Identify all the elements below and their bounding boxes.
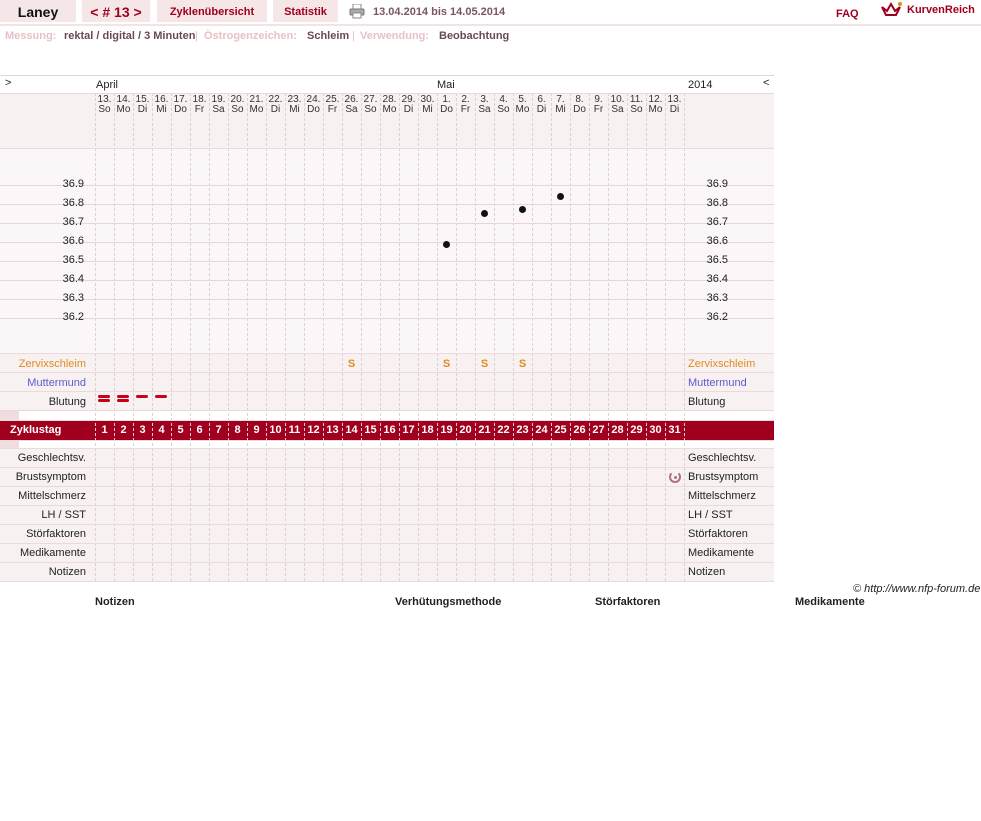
grid-vline (304, 93, 305, 581)
cycle-day-number: 3 (139, 424, 146, 436)
temp-tick-left: 36.3 (62, 292, 84, 305)
day-header: 19. Sa (211, 94, 226, 115)
mittelschmerz-label: Mittelschmerz (18, 490, 86, 502)
cycle-day-number: 5 (177, 424, 184, 436)
grid-vline (532, 93, 533, 581)
temp-tick-right: 36.8 (706, 197, 728, 210)
day-header: 18. Fr (192, 94, 207, 115)
grid-vline (266, 93, 267, 581)
day-header: 25. Fr (325, 94, 340, 115)
day-header: 16. Mi (154, 94, 169, 115)
cycle-day-number: 1 (101, 424, 108, 436)
observation-area (0, 353, 774, 410)
cycle-day-number: 11 (288, 424, 301, 436)
grid-vline (247, 93, 248, 581)
grid-vline (589, 93, 590, 581)
grid-hline (0, 148, 774, 149)
lh-label-right: LH / SST (688, 509, 733, 521)
day-header: 15. Di (135, 94, 150, 115)
temperature-area (0, 148, 774, 353)
cycle-day-number: 18 (421, 424, 434, 436)
day-header: 30. Mi (420, 94, 435, 115)
day-header: 11. So (629, 94, 644, 115)
grid-vline (665, 93, 666, 581)
bleeding-mark (155, 395, 167, 398)
day-header: 12. Mo (648, 94, 663, 115)
temp-gridline (0, 261, 774, 262)
messung-label: Messung: (5, 30, 57, 42)
temp-tick-right: 36.5 (706, 254, 728, 267)
temp-tick-left: 36.6 (62, 235, 84, 248)
blutung-label-right: Blutung (688, 396, 726, 408)
grid-vline (95, 93, 96, 581)
day-header: 6. Di (536, 94, 547, 115)
cycle-day-number: 9 (253, 424, 260, 436)
temp-tick-left: 36.9 (62, 178, 84, 190)
bleeding-mark (136, 395, 148, 398)
geschlecht-label: Geschlechtsv. (17, 452, 86, 464)
lh-label: LH / SST (41, 509, 86, 521)
blutung-label: Blutung (48, 396, 86, 408)
cycle-day-number: 12 (307, 424, 320, 436)
geschlecht-label-right: Geschlechtsv. (688, 452, 757, 464)
temp-tick-right: 36.4 (706, 273, 728, 286)
grid-hline (0, 524, 774, 525)
temp-gridline (0, 223, 774, 224)
temp-tick-right: 36.2 (706, 311, 728, 324)
medikamente-label-right: Medikamente (688, 547, 755, 559)
breast-symptom-dot (674, 476, 677, 479)
grid-vline (380, 93, 381, 581)
brust-label: Brustsymptom (15, 471, 86, 483)
grid-hline (0, 440, 774, 441)
cycle-day-number: 22 (497, 424, 510, 436)
footer-stoerfaktoren: Störfaktoren (595, 596, 661, 608)
grid-vline (399, 93, 400, 581)
day-header: 28. Mo (382, 94, 397, 115)
cycle-nav[interactable]: < # 13 > (82, 0, 150, 22)
cycle-day-number: 6 (196, 424, 203, 436)
temp-gridline (0, 318, 774, 319)
oestrogen-value: Schleim (307, 30, 350, 42)
cycle-day-number: 21 (478, 424, 491, 436)
grid-vline (285, 93, 286, 581)
faq-link[interactable]: FAQ (836, 8, 859, 20)
grid-hline (0, 448, 774, 449)
nav-prev[interactable]: < (763, 77, 770, 89)
cycle-day-number: 10 (269, 424, 282, 436)
cycle-chart (0, 75, 774, 581)
grid-hline (0, 543, 774, 544)
grid-hline (0, 372, 774, 373)
temp-gridline (0, 280, 774, 281)
zervix-mark: S (347, 358, 356, 370)
month-mai: Mai (437, 79, 455, 91)
cycle-day-number: 16 (383, 424, 396, 436)
separator: | (352, 30, 355, 42)
grid-vline (570, 93, 571, 581)
verwendung-label: Verwendung: (360, 30, 430, 42)
bleeding-mark (117, 395, 129, 398)
mittelschmerz-label-right: Mittelschmerz (688, 490, 756, 502)
temp-gridline (0, 299, 774, 300)
grid-hline (0, 486, 774, 487)
grid-vline (152, 93, 153, 581)
cycle-day-number: 14 (345, 424, 358, 436)
zervix-mark: S (518, 358, 527, 370)
cycle-day-number: 23 (516, 424, 529, 436)
cycle-day-number: 27 (592, 424, 605, 436)
notizen-label-right: Notizen (688, 566, 726, 578)
grid-vline (437, 93, 438, 581)
temp-tick-left: 36.4 (62, 273, 84, 286)
day-header: 10. Sa (610, 94, 625, 115)
cycle-day-number: 8 (234, 424, 241, 436)
cycle-day-number: 13 (326, 424, 339, 436)
zervix-label: Zervixschleim (18, 358, 86, 370)
temp-tick-left: 36.2 (62, 311, 84, 324)
grid-hline (0, 562, 774, 563)
day-header: 9. Fr (593, 94, 604, 115)
zervix-mark: S (480, 358, 489, 370)
temp-tick-right: 36.6 (706, 235, 728, 248)
grid-vline (646, 93, 647, 581)
grid-hline (0, 505, 774, 506)
cycle-day-number: 26 (573, 424, 586, 436)
cycle-day-number: 4 (158, 424, 165, 436)
grid-vline (323, 93, 324, 581)
footer-medikamente: Medikamente (795, 596, 865, 608)
footer-verhuetung: Verhütungsmethode (395, 596, 502, 608)
grid-vline (133, 93, 134, 581)
grid-vline (361, 93, 362, 581)
grid-vline (456, 93, 457, 581)
day-header: 13. Di (667, 94, 682, 115)
cycle-day-number: 25 (554, 424, 567, 436)
printer-icon[interactable] (349, 4, 365, 19)
stoerfaktoren-label-right: Störfaktoren (688, 528, 748, 540)
grid-vline (418, 93, 419, 581)
stoerfaktoren-label: Störfaktoren (26, 528, 86, 540)
temperature-point (443, 241, 450, 248)
cycle-day-number: 19 (440, 424, 453, 436)
copyright[interactable]: © http://www.nfp-forum.de (853, 583, 981, 595)
messung-value: rektal / digital / 3 Minuten (64, 30, 196, 42)
grid-vline (513, 93, 514, 581)
temp-tick-right: 36.9 (706, 178, 728, 190)
day-header: 13. So (97, 94, 112, 115)
bleeding-mark (98, 395, 110, 398)
temp-tick-left: 36.5 (62, 254, 84, 267)
day-header: 17. Do (173, 94, 188, 115)
month-april: April (96, 79, 119, 91)
grid-vline (228, 93, 229, 581)
day-header: 20. So (230, 94, 245, 115)
top-bar (0, 0, 981, 26)
grid-hline (0, 410, 774, 411)
day-header: 7. Mi (555, 94, 566, 115)
year-label: 2014 (688, 79, 713, 91)
day-header: 4. So (497, 94, 510, 115)
cycle-day-number: 2 (120, 424, 127, 436)
day-header: 23. Mi (287, 94, 302, 115)
muttermund-label-right: Muttermund (688, 377, 747, 389)
date-range: 13.04.2014 bis 14.05.2014 (373, 6, 506, 18)
cycle-day-number: 17 (402, 424, 415, 436)
day-header: 1. Do (440, 94, 453, 115)
cycle-day-number: 31 (668, 424, 681, 436)
medikamente-label: Medikamente (19, 547, 86, 559)
grid-vline (627, 93, 628, 581)
grid-vline (114, 93, 115, 581)
grid-hline (0, 420, 774, 421)
grid-hline (0, 353, 774, 354)
grid-vline (551, 93, 552, 581)
logo-text[interactable]: KurvenReich (907, 4, 975, 16)
temp-gridline (0, 185, 774, 186)
grid-vline (209, 93, 210, 581)
day-header: 24. Do (306, 94, 321, 115)
nav-next[interactable]: > (5, 77, 12, 89)
temp-tick-right: 36.3 (706, 292, 728, 305)
crown-icon (880, 1, 902, 19)
day-header: 3. Sa (478, 94, 491, 115)
day-header: 26. Sa (344, 94, 359, 115)
grid-vline (608, 93, 609, 581)
day-header: 14. Mo (116, 94, 131, 115)
footer-notizen: Notizen (95, 596, 135, 608)
cycle-day-number: 7 (215, 424, 222, 436)
zyklustag-label: Zyklustag (10, 424, 62, 436)
bleeding-mark (117, 399, 129, 402)
day-header: 21. Mo (249, 94, 264, 115)
day-header: 29. Di (401, 94, 416, 115)
separator: | (195, 30, 198, 42)
bleeding-mark (98, 399, 110, 402)
tab-statistics[interactable]: Statistik (273, 0, 338, 22)
day-header: 8. Do (573, 94, 586, 115)
zervix-mark: S (442, 358, 451, 370)
grid-vline (342, 93, 343, 581)
day-header: 27. So (363, 94, 378, 115)
grid-vline (684, 93, 685, 581)
temp-gridline (0, 242, 774, 243)
day-header: 22. Di (268, 94, 283, 115)
cycle-day-number: 15 (364, 424, 377, 436)
grid-hline (0, 467, 774, 468)
temp-gridline (0, 204, 774, 205)
cycle-day-number: 24 (535, 424, 548, 436)
grid-vline (190, 93, 191, 581)
grid-vline (475, 93, 476, 581)
grid-vline (494, 93, 495, 581)
temperature-point (557, 193, 564, 200)
cycle-day-number: 28 (611, 424, 624, 436)
grid-hline (0, 581, 774, 582)
temperature-point (481, 210, 488, 217)
cycle-day-number: 20 (459, 424, 472, 436)
notizen-label: Notizen (48, 566, 86, 578)
day-header: 5. Mo (515, 94, 530, 115)
grid-vline (171, 93, 172, 581)
brust-label-right: Brustsymptom (688, 471, 759, 483)
oestrogen-label: Östrogenzeichen: (204, 30, 297, 42)
muttermund-label: Muttermund (27, 377, 86, 389)
cycle-day-number: 30 (649, 424, 662, 436)
temp-tick-left: 36.8 (62, 197, 84, 210)
temp-tick-left: 36.7 (62, 216, 84, 229)
user-name: Laney (0, 0, 76, 22)
tab-cycle-overview[interactable]: Zyklenübersicht (157, 0, 267, 22)
temp-tick-right: 36.7 (706, 216, 728, 229)
grid-hline (0, 391, 774, 392)
verwendung-value: Beobachtung (439, 30, 510, 42)
day-header: 2. Fr (460, 94, 471, 115)
cycle-day-number: 29 (630, 424, 643, 436)
zervix-label-right: Zervixschleim (688, 358, 756, 370)
